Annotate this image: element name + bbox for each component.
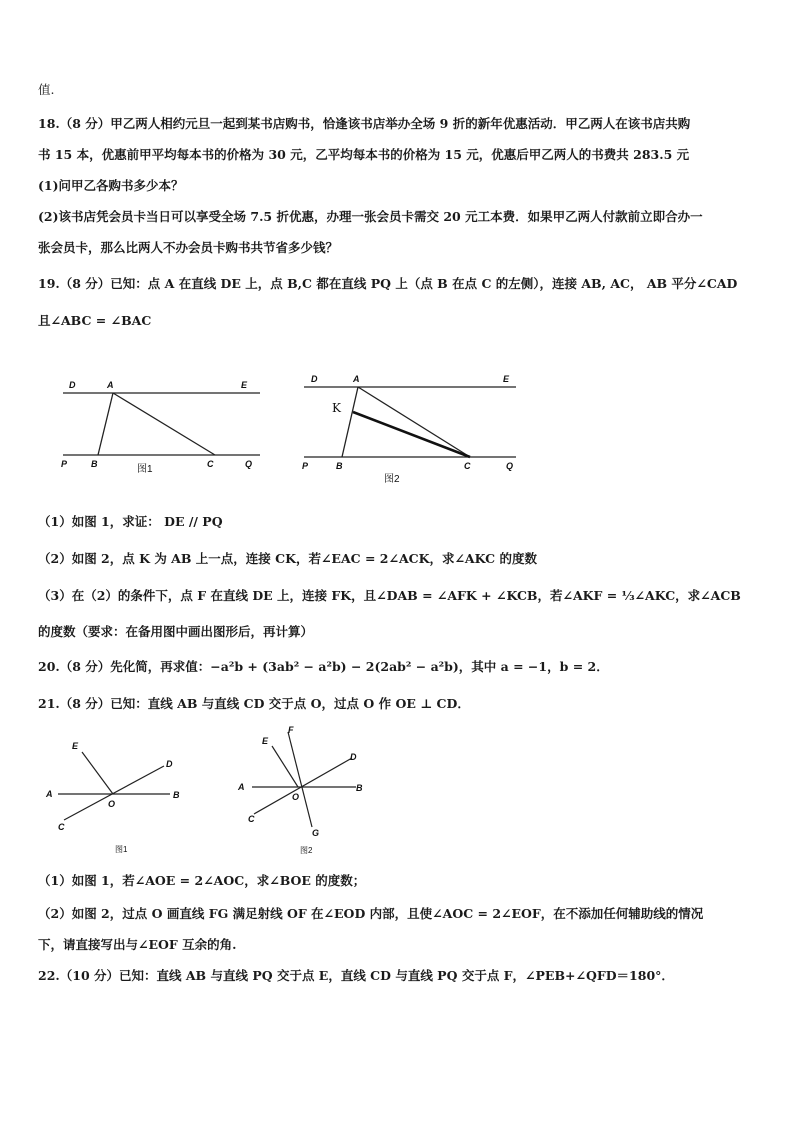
label-C: C — [248, 814, 255, 824]
q18-stem-line1: 18.（8 分）甲乙两人相约元旦一起到某书店购书，恰逢该书店举办全场 9 折的新年优惠活动．甲乙两人在该书店共购 — [38, 116, 691, 131]
q21-stem: 21.（8 分）已知：直线 AB 与直线 CD 交于点 O，过点 O 作 OE ⊥ CD． — [38, 696, 470, 711]
label-P: P — [61, 459, 68, 469]
label-K: K — [332, 401, 341, 415]
line-CD — [254, 758, 352, 814]
segment-CK — [353, 412, 470, 457]
label-B: B — [356, 783, 363, 793]
q21-part2-line2: 下，请直接写出与∠EOF 互余的角. — [38, 937, 237, 952]
label-Q: Q — [506, 461, 514, 471]
q19-stem-line2: 且∠ABC = ∠BAC — [38, 313, 152, 328]
q22-stem: 22.（10 分）已知：直线 AB 与直线 PQ 交于点 E，直线 CD 与直线 PQ 交于点 F，∠PEB+∠QFD＝180°． — [38, 968, 674, 983]
label-D: D — [69, 380, 76, 390]
q21-figure-1 — [40, 730, 200, 858]
label-O: O — [108, 799, 116, 809]
label-B: B — [173, 790, 180, 800]
q19-part2: （2）如图 2，点 K 为 AB 上一点，连接 CK，若∠EAC = 2∠ACK，求∠AKC 的度数 — [38, 551, 537, 566]
continued-text: 值. — [38, 82, 55, 97]
figure-caption: 图2 — [300, 846, 313, 855]
label-E: E — [241, 380, 248, 390]
label-G: G — [312, 828, 320, 838]
q19-stem-line1: 19.（8 分）已知：点 A 在直线 DE 上，点 B,C 都在直线 PQ 上（点 B 在点 C 的左侧），连接 AB, AC， AB 平分∠CAD — [38, 276, 738, 291]
label-D: D — [311, 374, 318, 384]
line-CD — [64, 766, 164, 820]
figure-caption: 图2 — [384, 474, 400, 485]
label-E: E — [72, 741, 79, 751]
label-O: O — [292, 792, 300, 802]
label-E: E — [503, 374, 510, 384]
label-P: P — [302, 461, 309, 471]
q19-part3-line2: 的度数（要求：在备用图中画出图形后，再计算） — [38, 624, 314, 639]
q19-figure-1 — [55, 372, 270, 482]
ray-OE — [272, 746, 298, 787]
q18-part2-line2: 张会员卡，那么比两人不办会员卡购书共节省多少钱？ — [38, 240, 339, 255]
label-C: C — [58, 822, 65, 832]
segment-AC — [358, 387, 470, 457]
label-C: C — [464, 461, 471, 471]
q21-part2-line1: （2）如图 2，过点 O 画直线 FG 满足射线 OF 在∠EOD 内部，且使∠AOC = 2∠EOF，在不添加任何辅助线的情况 — [38, 906, 704, 921]
label-B: B — [91, 459, 98, 469]
q19-part3-line1: （3）在（2）的条件下，点 F 在直线 DE 上，连接 FK，且∠DAB = ∠AFK + ∠KCB，若∠AKF = ⅓∠AKC，求∠ACB — [38, 588, 741, 603]
segment-AB — [342, 387, 358, 457]
q21-figure-2 — [232, 722, 382, 858]
figure-caption: 图1 — [115, 845, 128, 854]
segment-AC — [113, 393, 215, 455]
q18-part1: (1)问甲乙各购书多少本？ — [38, 178, 184, 193]
figure-caption: 图1 — [137, 464, 153, 475]
label-F: F — [288, 725, 294, 735]
label-D: D — [166, 759, 173, 769]
q18-stem-line2: 书 15 本，优惠前甲平均每本书的价格为 30 元，乙平均每本书的价格为 15 元，优惠后甲乙两人的书费共 283.5 元 — [38, 147, 690, 162]
q21-part1: （1）如图 1，若∠AOE = 2∠AOC，求∠BOE 的度数； — [38, 873, 366, 888]
label-A: A — [107, 380, 114, 390]
label-Q: Q — [245, 459, 253, 469]
segment-AB — [98, 393, 113, 455]
label-B: B — [336, 461, 343, 471]
label-A: A — [46, 789, 53, 799]
q19-part1: （1）如图 1，求证： DE // PQ — [38, 514, 223, 529]
q18-part2-line1: (2)该书店凭会员卡当日可以享受全场 7.5 折优惠，办理一张会员卡需交 20 元工本费．如果甲乙两人付款前立即合办一 — [38, 209, 703, 224]
label-E: E — [262, 736, 269, 746]
q19-figure-2 — [298, 370, 528, 490]
label-A: A — [353, 374, 360, 384]
label-C: C — [207, 459, 214, 469]
line-FG — [288, 732, 312, 827]
label-A: A — [238, 782, 245, 792]
label-D: D — [350, 752, 357, 762]
ray-OE — [82, 752, 113, 794]
q20-stem: 20.（8 分）先化简，再求值：−a²b + (3ab² − a²b) − 2(2ab² − a²b)，其中 a = −1，b = 2． — [38, 659, 609, 674]
